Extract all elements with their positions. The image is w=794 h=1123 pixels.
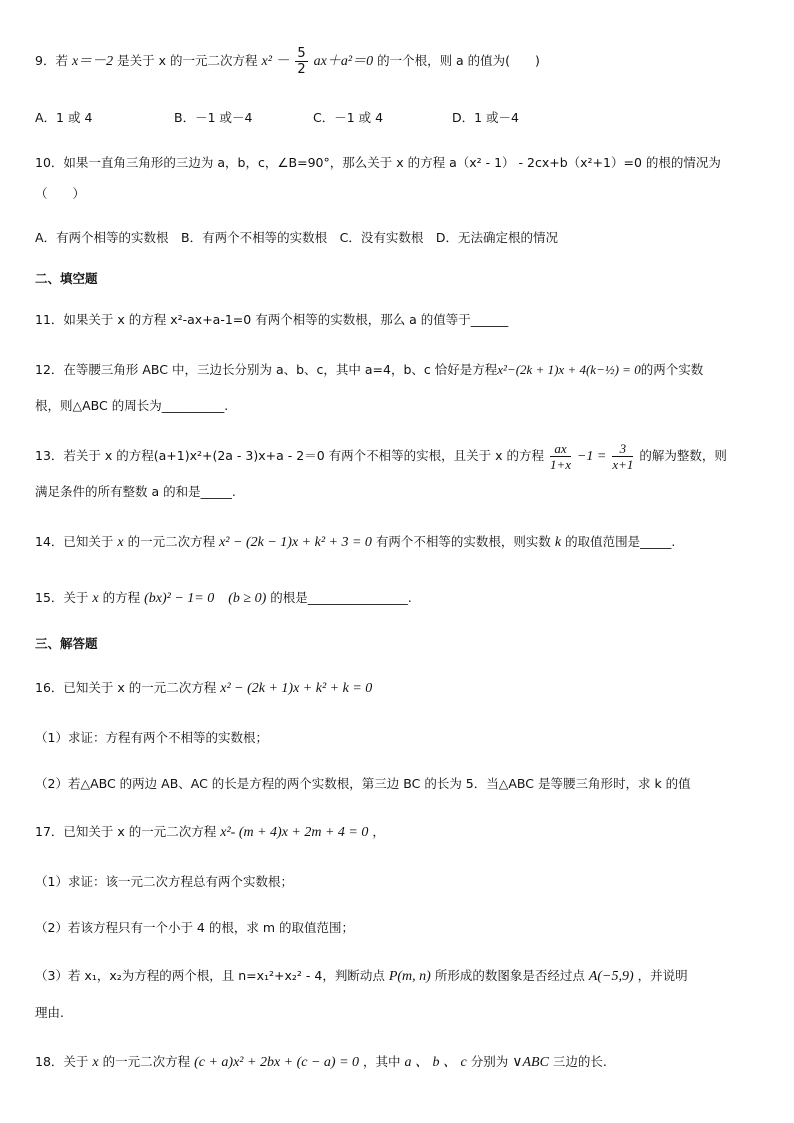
question-11: 11．如果关于 x 的方程 x²-ax+a-1=0 有两个相等的实数根，那么 a 的值等于______ bbox=[35, 312, 509, 327]
q14-text-b: 的一元二次方程 bbox=[127, 534, 216, 549]
q14-text-c: 有两个不相等的实数根，则实数 bbox=[375, 534, 551, 549]
q17-p3-math-1: P(m, n) bbox=[388, 969, 431, 984]
question-18 bbox=[35, 1052, 607, 1073]
q13-math-mid: −1 = bbox=[576, 449, 607, 464]
q9-option-d: D．1 或－4 bbox=[452, 110, 520, 125]
q13-fraction-2 bbox=[612, 441, 633, 472]
q16-stem-math: x² − (2k + 1)x + k² + k = 0 bbox=[220, 681, 373, 696]
q17-part-1: （1）求证：该一元二次方程总有两个实数根； bbox=[35, 874, 293, 889]
q17-part-2: （2）若该方程只有一个小于 4 的根，求 m 的取值范围； bbox=[35, 920, 354, 935]
q13-fraction-1 bbox=[550, 441, 571, 472]
q18-text-d: 分别为 bbox=[470, 1054, 509, 1069]
q14-math-a: x bbox=[117, 535, 124, 550]
q18-text-e: 三边的长. bbox=[552, 1054, 607, 1069]
q13-frac2-num: 3 bbox=[612, 441, 633, 457]
q10-line2: （ ） bbox=[35, 186, 86, 201]
q17-p3-text-a: （3）若 x₁，x₂为方程的两个根，且 n=x₁²+x₂² - 4，判断动点 bbox=[35, 968, 385, 983]
q13-frac1-num: ax bbox=[550, 441, 571, 457]
q18-text-c: ，其中 bbox=[363, 1054, 401, 1069]
q13-line1 bbox=[35, 438, 727, 475]
q9-option-a: A．1 或 4 bbox=[35, 110, 93, 125]
q15-text-c: 的根是________________. bbox=[270, 590, 412, 605]
q18-math-d: ∨ABC bbox=[512, 1055, 549, 1070]
q17-p3-math-2: A(−5,9) bbox=[588, 969, 634, 984]
q15-math-b: (bx)² − 1= 0 (b ≥ 0) bbox=[144, 591, 267, 606]
q15-math-a: x bbox=[92, 591, 99, 606]
q14-math-b: x² − (2k − 1)x + k² + 3 = 0 bbox=[219, 535, 372, 550]
q10-options: A．有两个相等的实数根 B．有两个不相等的实数根 C．没有实数根 D．无法确定根的情况 bbox=[35, 230, 558, 245]
q17-part-3 bbox=[35, 966, 688, 987]
q17-stem-text: 17．已知关于 x 的一元二次方程 bbox=[35, 824, 217, 839]
q9-text-c: 的一个根，则 a 的值为( ) bbox=[377, 53, 540, 68]
question-9 bbox=[35, 46, 540, 77]
q18-math-c: a 、 b 、 c bbox=[404, 1055, 467, 1070]
q16-part-2: （2）若△ABC 的两边 AB、AC 的长是方程的两个实数根，第三边 BC 的长为 5．当△ABC 是等腰三角形时，求 k 的值 bbox=[35, 776, 691, 791]
q16-stem-text: 16．已知关于 x 的一元二次方程 bbox=[35, 680, 217, 695]
q17-p3-text-b: 所形成的数图象是否经过点 bbox=[434, 968, 585, 983]
q9-text-a: 9．若 bbox=[35, 53, 68, 68]
q15-text-b: 的方程 bbox=[102, 590, 141, 605]
q14-math-c: k bbox=[554, 535, 562, 550]
q13-frac2-den: x+1 bbox=[612, 457, 634, 472]
q18-text-a: 18．关于 bbox=[35, 1054, 89, 1069]
q12-line2: 根，则△ABC 的周长为__________. bbox=[35, 398, 229, 413]
q16-stem bbox=[35, 678, 372, 699]
q17-stem-math: x²- (m + 4)x + 2m + 4 = 0 bbox=[220, 825, 369, 840]
q12-line1 bbox=[35, 360, 703, 380]
q17-part-3-line2: 理由. bbox=[35, 1005, 64, 1020]
q14-text-d: 的取值范围是_____. bbox=[565, 534, 676, 549]
q12-math: x²−(2k + 1)x + 4(k−½) = 0 bbox=[497, 362, 641, 377]
q15-text-a: 15．关于 bbox=[35, 590, 89, 605]
q14-text-a: 14．已知关于 bbox=[35, 534, 114, 549]
q10-line1: 10．如果一直角三角形的三边为 a，b，c，∠B=90°，那么关于 x 的方程 a（x² - 1） - 2cx+b（x²+1）=0 的根的情况为 bbox=[35, 155, 721, 170]
q9-frac-num: 5 bbox=[297, 46, 306, 61]
q9-option-b: B．－1 或－4 bbox=[174, 110, 253, 125]
q9-math-c: ax＋a²＝0 bbox=[313, 54, 374, 69]
q17-p3-text-c: ，并说明 bbox=[637, 968, 688, 983]
q18-math-a: x bbox=[92, 1055, 99, 1070]
q9-frac-den: 2 bbox=[297, 62, 306, 77]
section-2-heading: 二、填空题 bbox=[35, 271, 98, 286]
q18-text-b: 的一元二次方程 bbox=[102, 1054, 191, 1069]
q13-text-a: 13．若关于 x 的方程(a+1)x²+(2a - 3)x+a - 2＝0 有两个不相等的实根，且关于 x 的方程 bbox=[35, 448, 544, 463]
q13-frac1-den: 1+x bbox=[549, 457, 571, 472]
q13-line2: 满足条件的所有整数 a 的和是_____. bbox=[35, 484, 236, 499]
q9-math-b: x² － bbox=[261, 54, 290, 69]
q9-text-b: 是关于 x 的一元二次方程 bbox=[117, 53, 258, 68]
q12-text-b: 的两个实数 bbox=[640, 362, 704, 377]
q13-text-b: 的解为整数，则 bbox=[639, 448, 727, 463]
q9-option-c: C．－1 或 4 bbox=[313, 110, 384, 125]
q9-fraction bbox=[295, 46, 307, 77]
question-15 bbox=[35, 588, 412, 609]
q9-math-a: x＝－2 bbox=[71, 54, 114, 69]
q18-math-b: (c + a)x² + 2bx + (c − a) = 0 bbox=[194, 1055, 360, 1070]
section-3-heading: 三、解答题 bbox=[35, 636, 98, 651]
q17-stem-end: ， bbox=[372, 824, 385, 839]
q16-part-1: （1）求证：方程有两个不相等的实数根； bbox=[35, 730, 268, 745]
question-14 bbox=[35, 532, 675, 553]
q17-stem bbox=[35, 822, 385, 843]
q12-text-a: 12．在等腰三角形 ABC 中，三边长分别为 a、b、c，其中 a=4，b、c 恰好是方程 bbox=[35, 362, 498, 377]
